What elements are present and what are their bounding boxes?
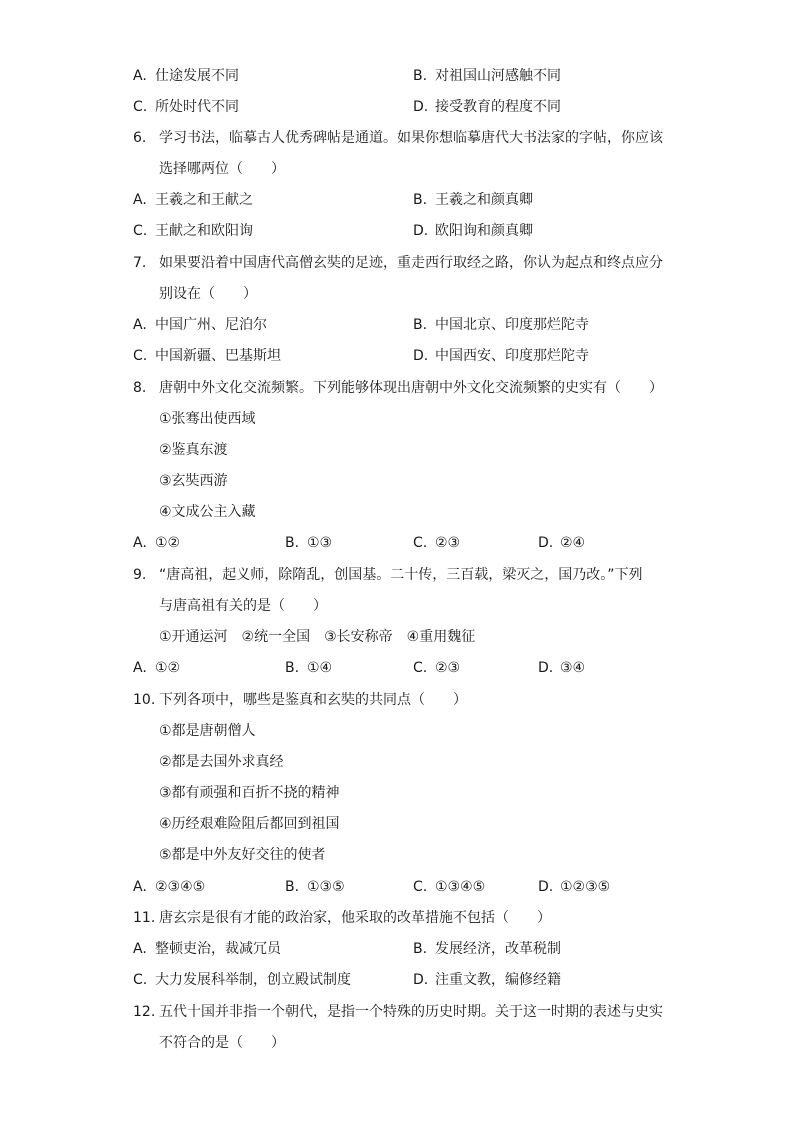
option-label: A. — [133, 192, 147, 208]
q7-option-c — [133, 346, 281, 366]
option-label: A. — [133, 660, 147, 676]
q8-item-2: ②鉴真东渡 — [159, 442, 228, 458]
option-label: A. — [133, 535, 147, 551]
q11-option-c — [133, 970, 351, 990]
q11-option-d — [413, 970, 561, 990]
q8-item-1: ①张骞出使西域 — [159, 411, 256, 427]
q7-option-d — [413, 346, 589, 366]
question-number: 10. — [133, 692, 156, 708]
q9-stem-line2: 与唐高祖有关的是（ ） — [159, 598, 327, 614]
q7-option-a — [133, 315, 267, 335]
option-text: 中国广州、尼泊尔 — [155, 317, 267, 333]
option-label: C. — [413, 535, 428, 551]
q6-option-d — [413, 221, 533, 241]
question-number: 12. — [133, 1004, 156, 1020]
q12-stem-line2: 不符合的是（ ） — [159, 1035, 285, 1051]
option-text: ①③⑤ — [307, 879, 345, 895]
q8-option-d — [538, 533, 585, 553]
option-label: B. — [285, 879, 300, 895]
option-label: C. — [133, 972, 148, 988]
option-label: C. — [413, 879, 428, 895]
question-number: 7. — [133, 255, 147, 271]
q7-option-b — [413, 315, 589, 335]
option-text: 王羲之和颜真卿 — [435, 192, 533, 208]
q5-option-c — [133, 97, 239, 117]
option-label: C. — [133, 223, 148, 239]
question-text: 学习书法，临摹古人优秀碑帖是通道。如果你想临摹唐代大书法家的字帖，你应该 — [159, 130, 663, 146]
q6-option-a — [133, 190, 253, 210]
option-label: A. — [133, 68, 147, 84]
option-label: A. — [133, 317, 147, 333]
option-label: B. — [413, 192, 428, 208]
option-label: B. — [413, 68, 428, 84]
option-label: C. — [133, 99, 148, 115]
question-text: 唐玄宗是很有才能的政治家，他采取的改革措施不包括（ ） — [159, 910, 551, 926]
option-label: A. — [133, 941, 147, 957]
q10-option-a — [133, 877, 205, 897]
q8-item-3: ③玄奘西游 — [159, 473, 228, 489]
question-text: 五代十国并非指一个朝代，是指一个特殊的历史时期。关于这一时期的表述与史实 — [159, 1004, 663, 1020]
option-text: ①④ — [307, 660, 333, 676]
option-label: B. — [285, 535, 300, 551]
question-number: 8. — [133, 380, 147, 396]
option-text: ②③ — [435, 660, 461, 676]
q5-option-b — [413, 66, 561, 86]
question-number: 6. — [133, 130, 147, 146]
q11-option-a — [133, 939, 281, 959]
q9-option-a — [133, 658, 180, 678]
q8-option-a — [133, 533, 180, 553]
q10-item-3: ③都有顽强和百折不挠的精神 — [159, 785, 340, 801]
option-label: B. — [413, 941, 428, 957]
q9-items: ①开通运河 ②统一全国 ③长安称帝 ④重用魏征 — [159, 629, 476, 645]
q10-item-5: ⑤都是中外友好交往的使者 — [159, 847, 326, 863]
option-text: ①③ — [307, 535, 333, 551]
q6-stem-line1 — [133, 128, 663, 148]
option-text: 整顿吏治，裁减冗员 — [155, 941, 281, 957]
option-text: 对祖国山河感触不同 — [435, 68, 561, 84]
question-text: 唐朝中外文化交流频繁。下列能够体现出唐朝中外文化交流频繁的史实有（ ） — [159, 380, 663, 396]
q9-option-d — [538, 658, 585, 678]
q10-option-d — [538, 877, 610, 897]
option-text: 中国西安、印度那烂陀寺 — [435, 348, 589, 364]
option-text: ②③④⑤ — [155, 879, 206, 895]
option-text: ②④ — [560, 535, 586, 551]
option-text: ①③④⑤ — [435, 879, 486, 895]
option-label: D. — [538, 660, 554, 676]
option-label: D. — [413, 99, 429, 115]
option-label: D. — [413, 972, 429, 988]
option-text: 仕途发展不同 — [155, 68, 239, 84]
option-text: 中国北京、印度那烂陀寺 — [435, 317, 589, 333]
option-label: D. — [538, 879, 554, 895]
option-label: C. — [413, 660, 428, 676]
q9-stem-line1 — [133, 565, 643, 585]
option-text: 王羲之和王献之 — [155, 192, 253, 208]
q5-option-d — [413, 97, 561, 117]
q10-item-4: ④历经艰难险阻后都回到祖国 — [159, 816, 340, 832]
q10-item-2: ②都是去国外求真经 — [159, 754, 284, 770]
question-number: 9. — [133, 567, 147, 583]
question-text: “唐高祖，起义师，除隋乱，创国基。二十传，三百载，梁灭之，国乃改。”下列 — [159, 567, 643, 583]
q10-stem-line1 — [133, 690, 467, 710]
q11-stem-line1 — [133, 908, 551, 928]
question-text: 下列各项中，哪些是鉴真和玄奘的共同点（ ） — [159, 692, 467, 708]
option-label: C. — [133, 348, 148, 364]
q7-stem-line2: 别设在（ ） — [159, 286, 257, 302]
q6-stem-line2: 选择哪两位（ ） — [159, 161, 285, 177]
option-label: D. — [538, 535, 554, 551]
q10-option-b — [285, 877, 345, 897]
q8-option-c — [413, 533, 460, 553]
q10-item-1: ①都是唐朝僧人 — [159, 723, 256, 739]
q9-option-c — [413, 658, 460, 678]
option-text: 发展经济，改革税制 — [435, 941, 561, 957]
option-text: 所处时代不同 — [155, 99, 239, 115]
q7-stem-line1 — [133, 253, 663, 273]
option-label: B. — [285, 660, 300, 676]
q10-option-c — [413, 877, 485, 897]
option-text: 大力发展科举制，创立殿试制度 — [155, 972, 351, 988]
option-label: B. — [413, 317, 428, 333]
q6-option-c — [133, 221, 253, 241]
option-text: ③④ — [560, 660, 586, 676]
option-text: ②③ — [435, 535, 461, 551]
option-label: D. — [413, 223, 429, 239]
q5-option-a — [133, 66, 239, 86]
option-text: 王献之和欧阳询 — [155, 223, 253, 239]
q11-option-b — [413, 939, 561, 959]
q8-stem-line1 — [133, 378, 663, 398]
q9-option-b — [285, 658, 332, 678]
option-text: 注重文教，编修经籍 — [435, 972, 561, 988]
q12-stem-line1 — [133, 1002, 663, 1022]
option-text: 欧阳询和颜真卿 — [435, 223, 533, 239]
option-text: 中国新疆、巴基斯坦 — [155, 348, 281, 364]
q8-item-4: ④文成公主入藏 — [159, 504, 256, 520]
option-label: A. — [133, 879, 147, 895]
option-text: ①②③⑤ — [560, 879, 611, 895]
question-text: 如果要沿着中国唐代高僧玄奘的足迹，重走西行取经之路，你认为起点和终点应分 — [159, 255, 663, 271]
question-number: 11. — [133, 910, 156, 926]
option-text: ①② — [155, 660, 181, 676]
q6-option-b — [413, 190, 533, 210]
option-label: D. — [413, 348, 429, 364]
option-text: 接受教育的程度不同 — [435, 99, 561, 115]
option-text: ①② — [155, 535, 181, 551]
q8-option-b — [285, 533, 332, 553]
